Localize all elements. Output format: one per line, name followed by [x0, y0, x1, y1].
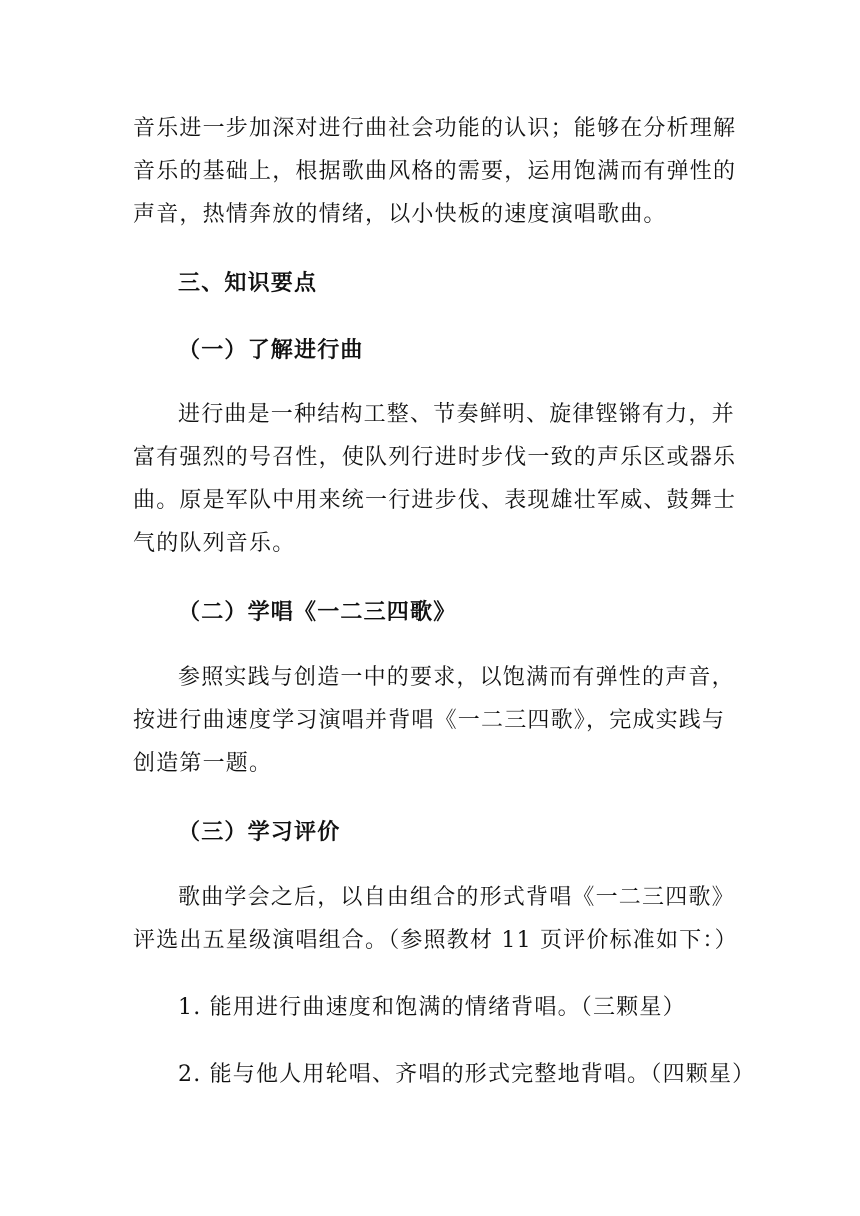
part2-title: （二）学唱《一二三四歌》	[178, 599, 457, 625]
part3-line-1: 歌曲学会之后，以自由组合的形式背唱《一二三四歌》	[178, 885, 735, 910]
part1-line-1: 进行曲是一种结构工整、节奏鲜明、旋律铿锵有力，并	[178, 402, 735, 427]
part2-line-3: 创造第一题。	[133, 751, 273, 776]
part2-line-2: 按进行曲速度学习演唱并背唱《一二三四歌》，完成实践与	[133, 708, 726, 733]
part2-line-1: 参照实践与创造一中的要求，以饱满而有弹性的声音，	[178, 665, 735, 690]
part1-title: （一）了解进行曲	[178, 337, 364, 363]
part3-title: （三）学习评价	[178, 819, 341, 845]
part3-line-2: 评选出五星级演唱组合。（参照教材 11 页评价标准如下：）	[133, 928, 738, 953]
part1-line-3: 曲。原是军队中用来统一行进步伐、表现雄壮军威、鼓舞士	[133, 488, 737, 513]
intro-line-2: 音乐的基础上，根据歌曲风格的需要，运用饱满而有弹性的	[133, 159, 737, 184]
criteria-item-2: 2. 能与他人用轮唱、齐唱的形式完整地背唱。（四颗星）	[178, 1062, 756, 1087]
intro-line-1: 音乐进一步加深对进行曲社会功能的认识；能够在分析理解	[133, 116, 737, 141]
part1-line-4: 气的队列音乐。	[133, 531, 296, 556]
part1-line-2: 富有强烈的号召性，使队列行进时步伐一致的声乐区或器乐	[133, 445, 737, 470]
section-heading: 三、知识要点	[178, 270, 318, 296]
criteria-item-1: 1. 能用进行曲速度和饱满的情绪背唱。（三颗星）	[178, 995, 686, 1020]
intro-line-3: 声音，热情奔放的情绪，以小快板的速度演唱歌曲。	[133, 202, 667, 227]
